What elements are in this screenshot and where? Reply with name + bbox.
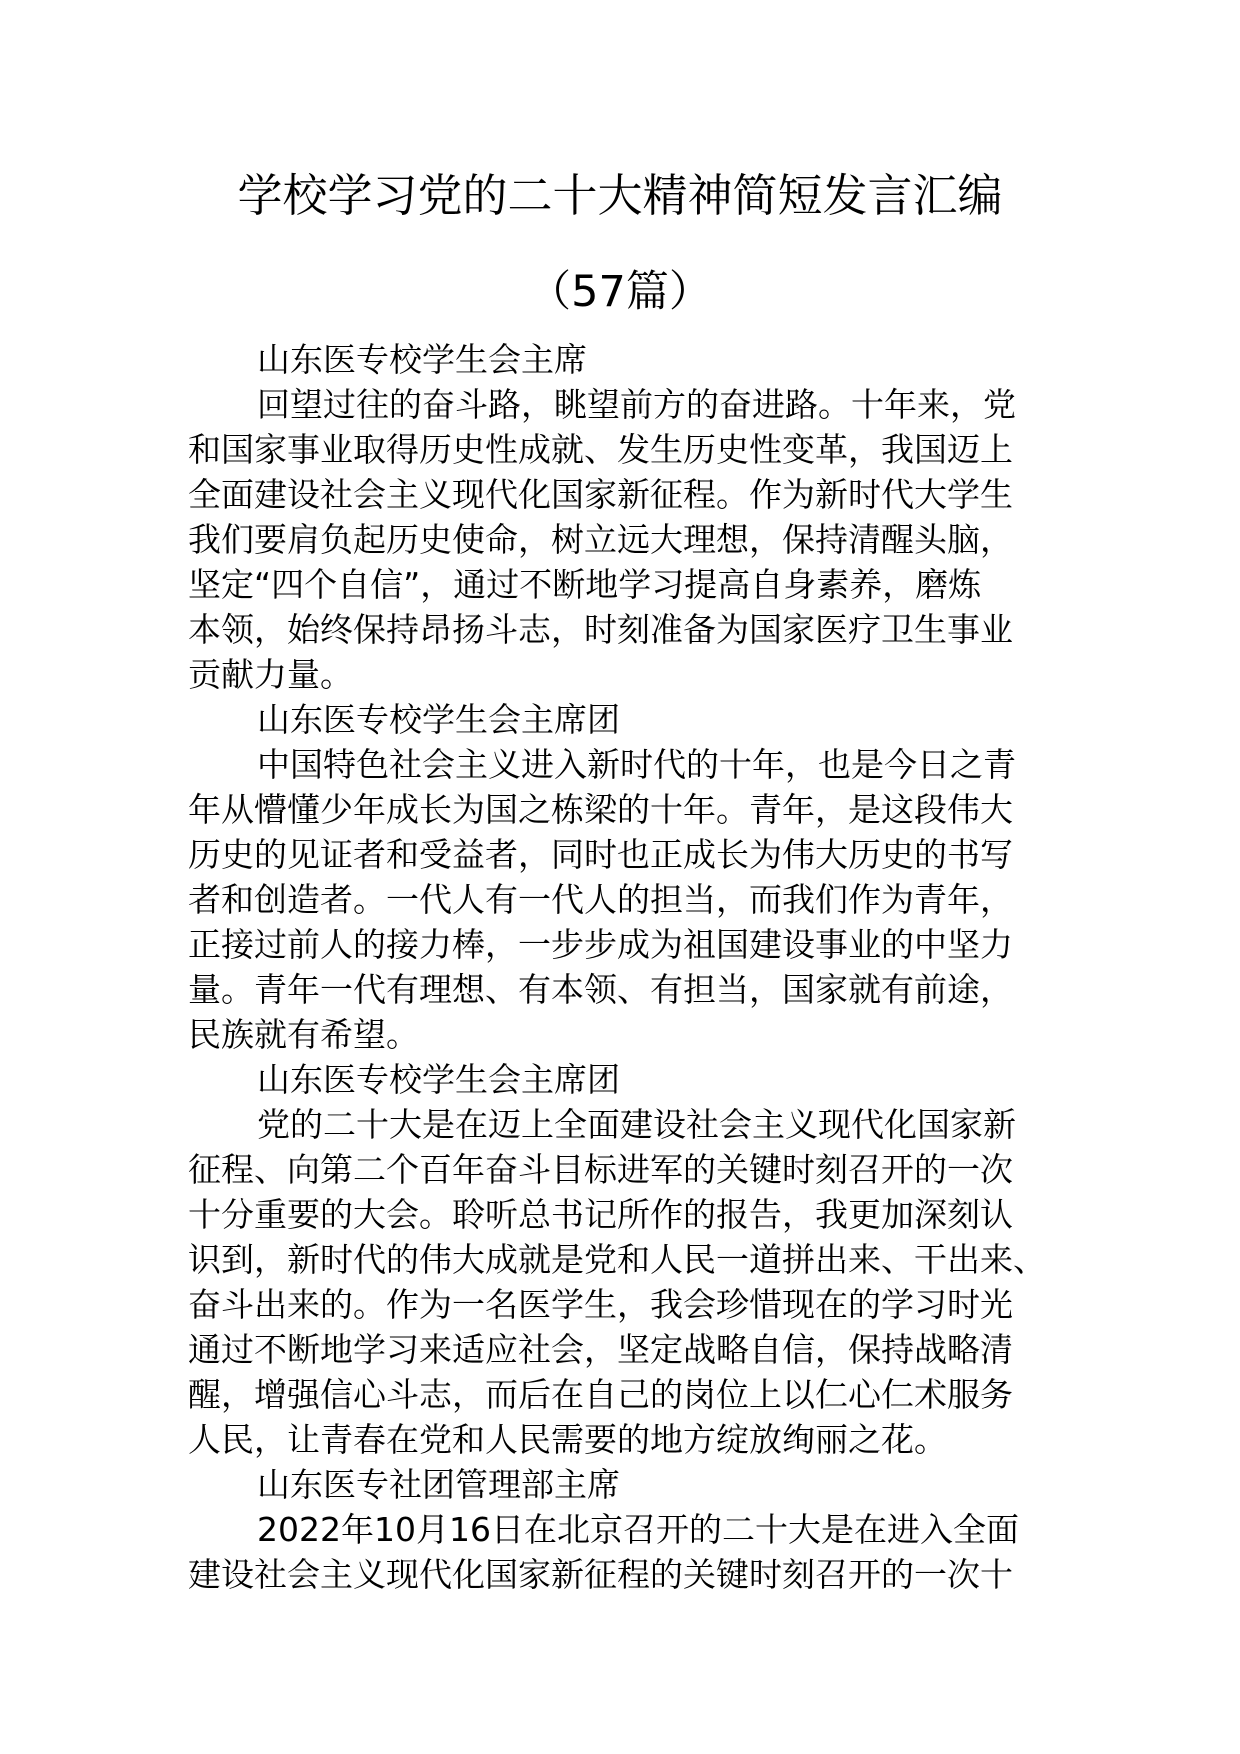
speaker-name: 山东医专校学生会主席 bbox=[257, 340, 587, 379]
paragraph-line: 量。青年一代有理想、有本领、有担当，国家就有前途， bbox=[188, 970, 1013, 1009]
paragraph-line: 建设社会主义现代化国家新征程的关键时刻召开的一次十 bbox=[188, 1555, 1013, 1594]
paragraph-line: 者和创造者。一代人有一代人的担当，而我们作为青年， bbox=[188, 880, 1013, 919]
speaker-name: 山东医专校学生会主席团 bbox=[257, 1060, 620, 1099]
document-body bbox=[188, 337, 1068, 1597]
paragraph-line: 识到，新时代的伟大成就是党和人民一道拼出来、干出来、 bbox=[188, 1240, 1046, 1279]
paragraph-line: 坚定“四个自信”，通过不断地学习提高自身素养，磨炼 bbox=[188, 565, 982, 604]
paragraph-line: 和国家事业取得历史性成就、发生历史性变革，我国迈上 bbox=[188, 430, 1013, 469]
paragraph-line: 征程、向第二个百年奋斗目标进军的关键时刻召开的一次 bbox=[188, 1150, 1013, 1189]
paragraph-line: 2022年10月16日在北京召开的二十大是在进入全面 bbox=[257, 1510, 1019, 1549]
paragraph-line: 年从懵懂少年成长为国之栋梁的十年。青年，是这段伟大 bbox=[188, 790, 1013, 829]
paragraph-line: 回望过往的奋斗路，眺望前方的奋进路。十年来，党 bbox=[257, 385, 1016, 424]
paragraph-line: 全面建设社会主义现代化国家新征程。作为新时代大学生 bbox=[188, 475, 1013, 514]
paragraph-line: 正接过前人的接力棒，一步步成为祖国建设事业的中坚力 bbox=[188, 925, 1013, 964]
paragraph-line: 通过不断地学习来适应社会，坚定战略自信，保持战略清 bbox=[188, 1330, 1013, 1369]
paragraph-line: 中国特色社会主义进入新时代的十年，也是今日之青 bbox=[257, 745, 1016, 784]
paragraph-line: 本领，始终保持昂扬斗志，时刻准备为国家医疗卫生事业 bbox=[188, 610, 1013, 649]
paragraph-line: 我们要肩负起历史使命，树立远大理想，保持清醒头脑， bbox=[188, 520, 1013, 559]
speaker-name: 山东医专校学生会主席团 bbox=[257, 700, 620, 739]
speech-section bbox=[188, 697, 1068, 1057]
paragraph-line: 历史的见证者和受益者，同时也正成长为伟大历史的书写 bbox=[188, 835, 1013, 874]
paragraph-line: 奋斗出来的。作为一名医学生，我会珍惜现在的学习时光 bbox=[188, 1285, 1013, 1324]
paragraph-line: 人民，让青春在党和人民需要的地方绽放绚丽之花。 bbox=[188, 1420, 947, 1459]
speech-section bbox=[188, 337, 1068, 697]
document-title: 学校学习党的二十大精神简短发言汇编 bbox=[237, 169, 1003, 222]
paragraph-line: 醒，增强信心斗志，而后在自己的岗位上以仁心仁术服务 bbox=[188, 1375, 1013, 1414]
paragraph-line: 民族就有希望。 bbox=[188, 1015, 419, 1054]
paragraph-line: 十分重要的大会。聆听总书记所作的报告，我更加深刻认 bbox=[188, 1195, 1013, 1234]
paragraph-line: 党的二十大是在迈上全面建设社会主义现代化国家新 bbox=[257, 1105, 1016, 1144]
speech-section bbox=[188, 1057, 1068, 1462]
paragraph-line: 贡献力量。 bbox=[188, 655, 353, 694]
document-subtitle: （57篇） bbox=[528, 267, 712, 317]
speaker-name: 山东医专社团管理部主席 bbox=[257, 1465, 620, 1504]
speech-section bbox=[188, 1462, 1068, 1597]
